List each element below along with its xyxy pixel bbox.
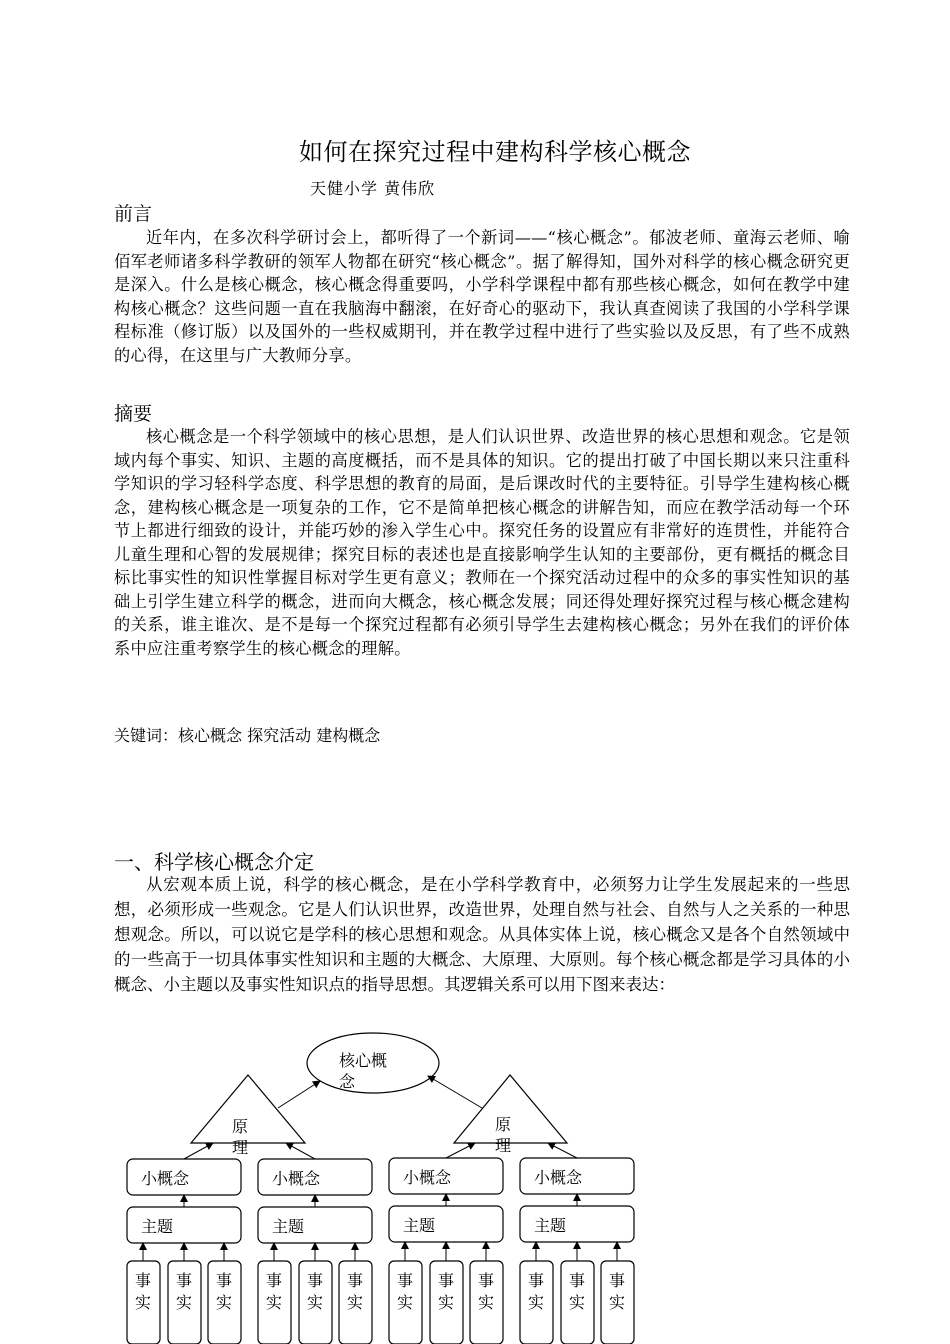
fact-label-12-1: 事: [608, 1271, 626, 1290]
arrow-small-2-to-principle: [286, 1143, 315, 1159]
fact-label-7-2: 实: [396, 1293, 414, 1312]
arrow-principle-right-to-core: [428, 1076, 482, 1108]
core-label-2: 念: [339, 1072, 356, 1091]
fact-label-4-1: 事: [265, 1271, 283, 1290]
small-concept-label-3: 小概念: [403, 1168, 452, 1187]
fact-label-4-2: 实: [265, 1293, 283, 1312]
principle-right-label-2: 理: [495, 1136, 512, 1155]
fact-label-11-2: 实: [568, 1293, 586, 1312]
fact-label-8-1: 事: [437, 1271, 455, 1290]
topic-label-4: 主题: [534, 1216, 567, 1235]
principle-left-label-2: 理: [232, 1138, 249, 1157]
fact-label-6-1: 事: [346, 1271, 364, 1290]
section-1-paragraph: 从宏观本质上说，科学的核心概念，是在小学科学教育中，必须努力让学生发展起来的一些思想，必须形成一些观念。它是人们认识世界，改造世界，处理自然与社会、自然与人之关系的一种思想观念。所以，可以说它是学科的核心思想和观念。从具体实体上说，核心概念又是各个自然领域中的一些高于一切具体事实性知识和主题的大概念、大原理、大原则。每个核心概念都是学习具体的小概念、小主题以及事实性知识点的指导思想。其逻辑关系可以用下图来表达：: [114, 875, 850, 994]
topic-label-1: 主题: [141, 1217, 174, 1236]
arrow-small-4-to-principle: [548, 1143, 577, 1158]
section-1-heading: 一、科学核心概念介定: [114, 850, 314, 874]
author-line: 天健小学 黄伟欣: [310, 179, 436, 198]
principle-right-label-1: 原: [495, 1115, 512, 1134]
fact-label-9-2: 实: [477, 1293, 495, 1312]
fact-label-1-1: 事: [134, 1271, 152, 1290]
keywords-items: 核心概念 探究活动 建构概念: [178, 726, 381, 745]
fact-label-3-1: 事: [215, 1271, 233, 1290]
fact-label-9-1: 事: [477, 1271, 495, 1290]
small-concept-label-1: 小概念: [141, 1169, 190, 1188]
fact-label-3-2: 实: [215, 1293, 233, 1312]
small-concept-label-2: 小概念: [272, 1169, 321, 1188]
fact-label-2-1: 事: [175, 1271, 193, 1290]
principle-left-label-1: 原: [232, 1117, 249, 1136]
abstract-paragraph: 核心概念是一个科学领域中的核心思想，是人们认识世界、改造世界的核心思想和观念。它是领域内每个事实、知识、主题的高度概括，而不是具体的知识。它的提出打破了中国长期以来只注重科学知识的学习轻科学态度、科学思想的教育的局面，是后课改时代的主要特征。引导学生建构核心概念，建构核心概念是一项复杂的工作，它不是简单把核心概念的讲解告知，而应在教学活动每一个环节上都进行细致的设计，并能巧妙的渗入学生心中。探究任务的设置应有非常好的连贯性，并能符合儿童生理和心智的发展规律；探究目标的表述也是直接影响学生认知的主要部份，更有概括的概念目标比事实性的知识性掌握目标对学生更有意义；教师在一个探究活动过程中的众多的事实性知识的基础上引学生建立科学的概念，进而向大概念，核心概念发展；同还得处理好探究过程与核心概念建构的关系，谁主谁次、是不是每一个探究过程都有必须引导学生去建构核心概念；另外在我们的评价体系中应注重考察学生的核心概念的理解。: [114, 427, 850, 658]
fact-label-10-2: 实: [527, 1293, 545, 1312]
fact-label-5-1: 事: [306, 1271, 324, 1290]
fact-label-11-1: 事: [568, 1271, 586, 1290]
page-title: 如何在探究过程中建构科学核心概念: [299, 138, 691, 166]
fact-label-2-2: 实: [175, 1293, 193, 1312]
fact-label-7-1: 事: [396, 1271, 414, 1290]
core-label-1: 核心概: [339, 1051, 388, 1070]
keywords-label: 关键词：: [114, 726, 179, 745]
arrow-small-3-to-principle: [446, 1143, 475, 1158]
fact-label-6-2: 实: [346, 1293, 364, 1312]
fact-label-10-1: 事: [527, 1271, 545, 1290]
topic-label-3: 主题: [403, 1216, 436, 1235]
preface-paragraph: 近年内，在多次科学研讨会上，都听得了一个新词——“核心概念”。郁波老师、童海云老师、喻佰军老师诸多科学教研的领军人物都在研究“核心概念”。据了解得知，国外对科学的核心概念研究更是深入。什么是核心概念，核心概念得重要吗，小学科学课程中都有那些核心概念，如何在教学中建构核心概念？这些问题一直在我脑海中翻滚，在好奇心的驱动下，我认真查阅读了我国的小学科学课程标准（修订版）以及国外的一些权威期刊，并在教学过程中进行了些实验以及反思，有了些不成熟的心得，在这里与广大教师分享。: [114, 228, 850, 365]
fact-label-1-2: 实: [134, 1293, 152, 1312]
fact-label-12-2: 实: [608, 1293, 626, 1312]
topic-label-2: 主题: [272, 1217, 305, 1236]
fact-label-8-2: 实: [437, 1293, 455, 1312]
small-concept-label-4: 小概念: [534, 1168, 583, 1187]
fact-label-5-2: 实: [306, 1293, 324, 1312]
preface-heading: 前言: [114, 203, 153, 225]
arrow-small-1-to-principle: [184, 1143, 213, 1159]
arrow-principle-left-to-core: [278, 1081, 320, 1108]
abstract-heading: 摘要: [114, 403, 153, 425]
